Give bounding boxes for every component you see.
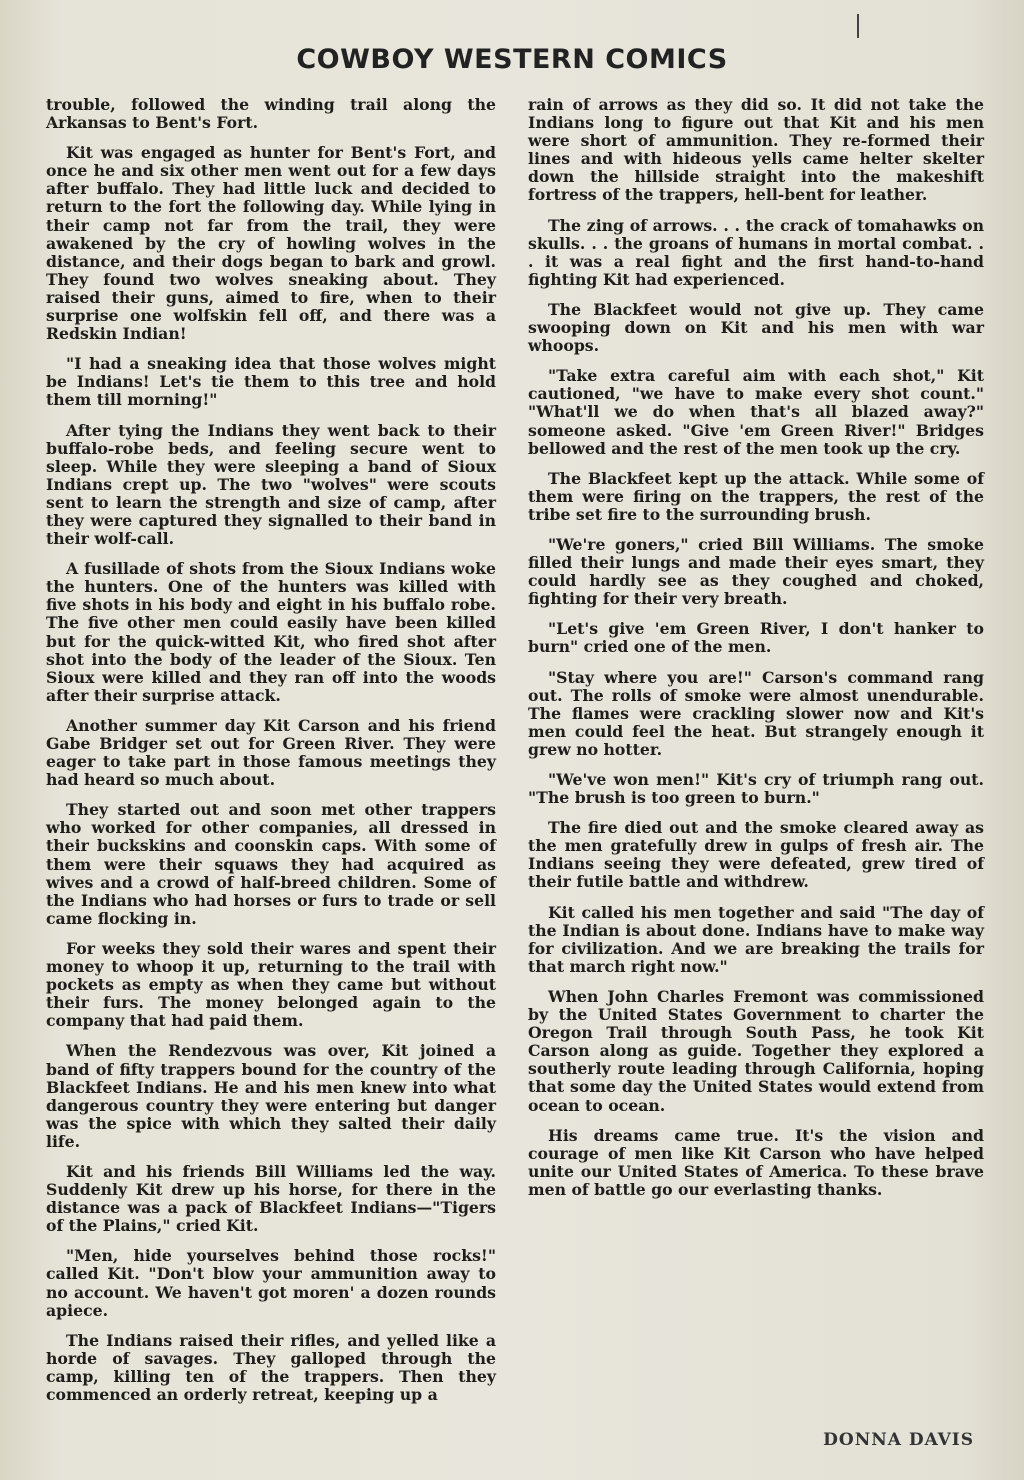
edge-mark — [857, 14, 859, 38]
paragraph: The Blackfeet kept up the attack. While some of them were firing on the trappers, the rest of the tribe set fire to the surrounding brush. — [528, 468, 984, 524]
paragraph: His dreams came true. It's the vision and courage of men like Kit Carson who have helped unite our United States of America. To these brave men of battle go our everlasting thanks. — [528, 1125, 984, 1199]
paragraph: They started out and soon met other trappers who worked for other companies, all dressed in their buckskins and coonskin caps. With some of them were their squaws they had acquired as wives and a crowd of half-breed children. Some of the Indians who had horses or furs to trade or sell came flocking in. — [46, 800, 496, 928]
paragraph: When the Rendezvous was over, Kit joined a band of fifty trappers bound for the country of the Blackfeet Indians. He and his men knew into what dangerous country they were entering but danger was the spice with which they salted their daily life. — [46, 1041, 496, 1151]
paragraph: The zing of arrows. . . the crack of tomahawks on skulls. . . the groans of humans in mortal combat. . . it was a real fight and the first hand-to-hand fighting Kit had experienced. — [528, 215, 984, 289]
masthead-title: COWBOY WESTERN COMICS — [296, 44, 728, 75]
paragraph: "Let's give 'em Green River, I don't hanker to burn" cried one of the men. — [528, 619, 984, 657]
paragraph: When John Charles Fremont was commissioned by the United States Government to charter the Oregon Trail through South Pass, he took Kit Carson along as guide. Together they explored a southerly route leading through California, hoping that some day the United States would extend from ocean to ocean. — [528, 986, 984, 1115]
paragraph: Another summer day Kit Carson and his friend Gabe Bridger set out for Green River. They were eager to take part in those famous meetings they had heard so much about. — [46, 715, 496, 790]
paragraph: trouble, followed the winding trail along the Arkansas to Bent's Fort. — [46, 95, 496, 133]
paragraph: "We're goners," cried Bill Williams. The smoke filled their lungs and made their eyes smart, they could hardly see as they coughed and choked, fighting for their very breath. — [528, 534, 984, 609]
author-byline: DONNA DAVIS — [823, 1430, 974, 1450]
paragraph: For weeks they sold their wares and spent their money to whoop it up, returning to the trail with pockets as empty as when they came but without their furs. The money belonged again to the company that had paid them. — [46, 938, 496, 1031]
paragraph: "Take extra careful aim with each shot," Kit cautioned, "we have to make every shot count." "What'll we do when that's all blazed away?" someone asked. "Give 'em Green River!" Bridges bellowed and the rest of the men took up the cry. — [528, 366, 984, 458]
paragraph: The fire died out and the smoke cleared away as the men gratefully drew in gulps of fresh air. The Indians seeing they were defeated, grew tired of their futile battle and withdrew. — [528, 818, 984, 892]
paragraph: "Stay where you are!" Carson's command rang out. The rolls of smoke were almost unendurable. The flames were crackling slower now and Kit's men could feel the heat. But strangely enough it grew no hotter. — [528, 667, 984, 759]
paragraph: "We've won men!" Kit's cry of triumph rang out. "The brush is too green to burn." — [528, 770, 984, 808]
paragraph: Kit was engaged as hunter for Bent's Fort, and once he and six other men went out for a few days after buffalo. They had little luck and decided to return to the fort the following day. While lying in their camp not far from the trail, they were awakened by the cry of howling wolves in the distance, and their dogs began to bark and growl. They found two wolves sneaking about. They raised their guns, aimed to fire, when to their surprise one wolfskin fell off, and there was a Redskin Indian! — [46, 143, 496, 344]
paragraph: "I had a sneaking idea that those wolves might be Indians! Let's tie them to this tree and hold them till morning!" — [46, 354, 496, 410]
paragraph: The Blackfeet would not give up. They came swooping down on Kit and his men with war whoops. — [528, 299, 984, 356]
paragraph: Kit and his friends Bill Williams led the way. Suddenly Kit drew up his horse, for there in the distance was a pack of Blackfeet Indians—"Tigers of the Plains," cried Kit. — [46, 1161, 496, 1236]
paragraph: After tying the Indians they went back to their buffalo-robe beds, and feeling secure went to sleep. While they were sleeping a band of Sioux Indians crept up. The two "wolves" were scouts sent to learn the strength and size of camp, after they were captured they signalled to their band in their wolf-call. — [46, 420, 496, 549]
paragraph: Kit called his men together and said "The day of the Indian is about done. Indians have to make way for civilization. And we are breaking the trails for that march right now." — [528, 902, 984, 976]
paragraph: The Indians raised their rifles, and yelled like a horde of savages. They galloped through the camp, killing ten of the trappers. Then they commenced an orderly retreat, keeping up a — [46, 1330, 496, 1404]
paragraph: A fusillade of shots from the Sioux Indians woke the hunters. One of the hunters was killed with five shots in his body and eight in his buffalo robe. The five other men could easily have been killed but for the quick-witted Kit, who fired shot after shot into the body of the leader of the Sioux. Ten Sioux were killed and they ran off into the woods after their surprise attack. — [46, 559, 496, 705]
paragraph: rain of arrows as they did so. It did not take the Indians long to figure out that Kit and his men were short of ammunition. They re-formed their lines and with hideous yells came helter skelter down the hillside straight into the makeshift fortress of the trappers, hell-bent for leather. — [528, 95, 984, 205]
right-column — [528, 96, 984, 1211]
left-column — [46, 96, 496, 1416]
paragraph: "Men, hide yourselves behind those rocks!" called Kit. "Don't blow your ammunition away to no account. We haven't got moren' a dozen rounds apiece. — [46, 1246, 496, 1320]
